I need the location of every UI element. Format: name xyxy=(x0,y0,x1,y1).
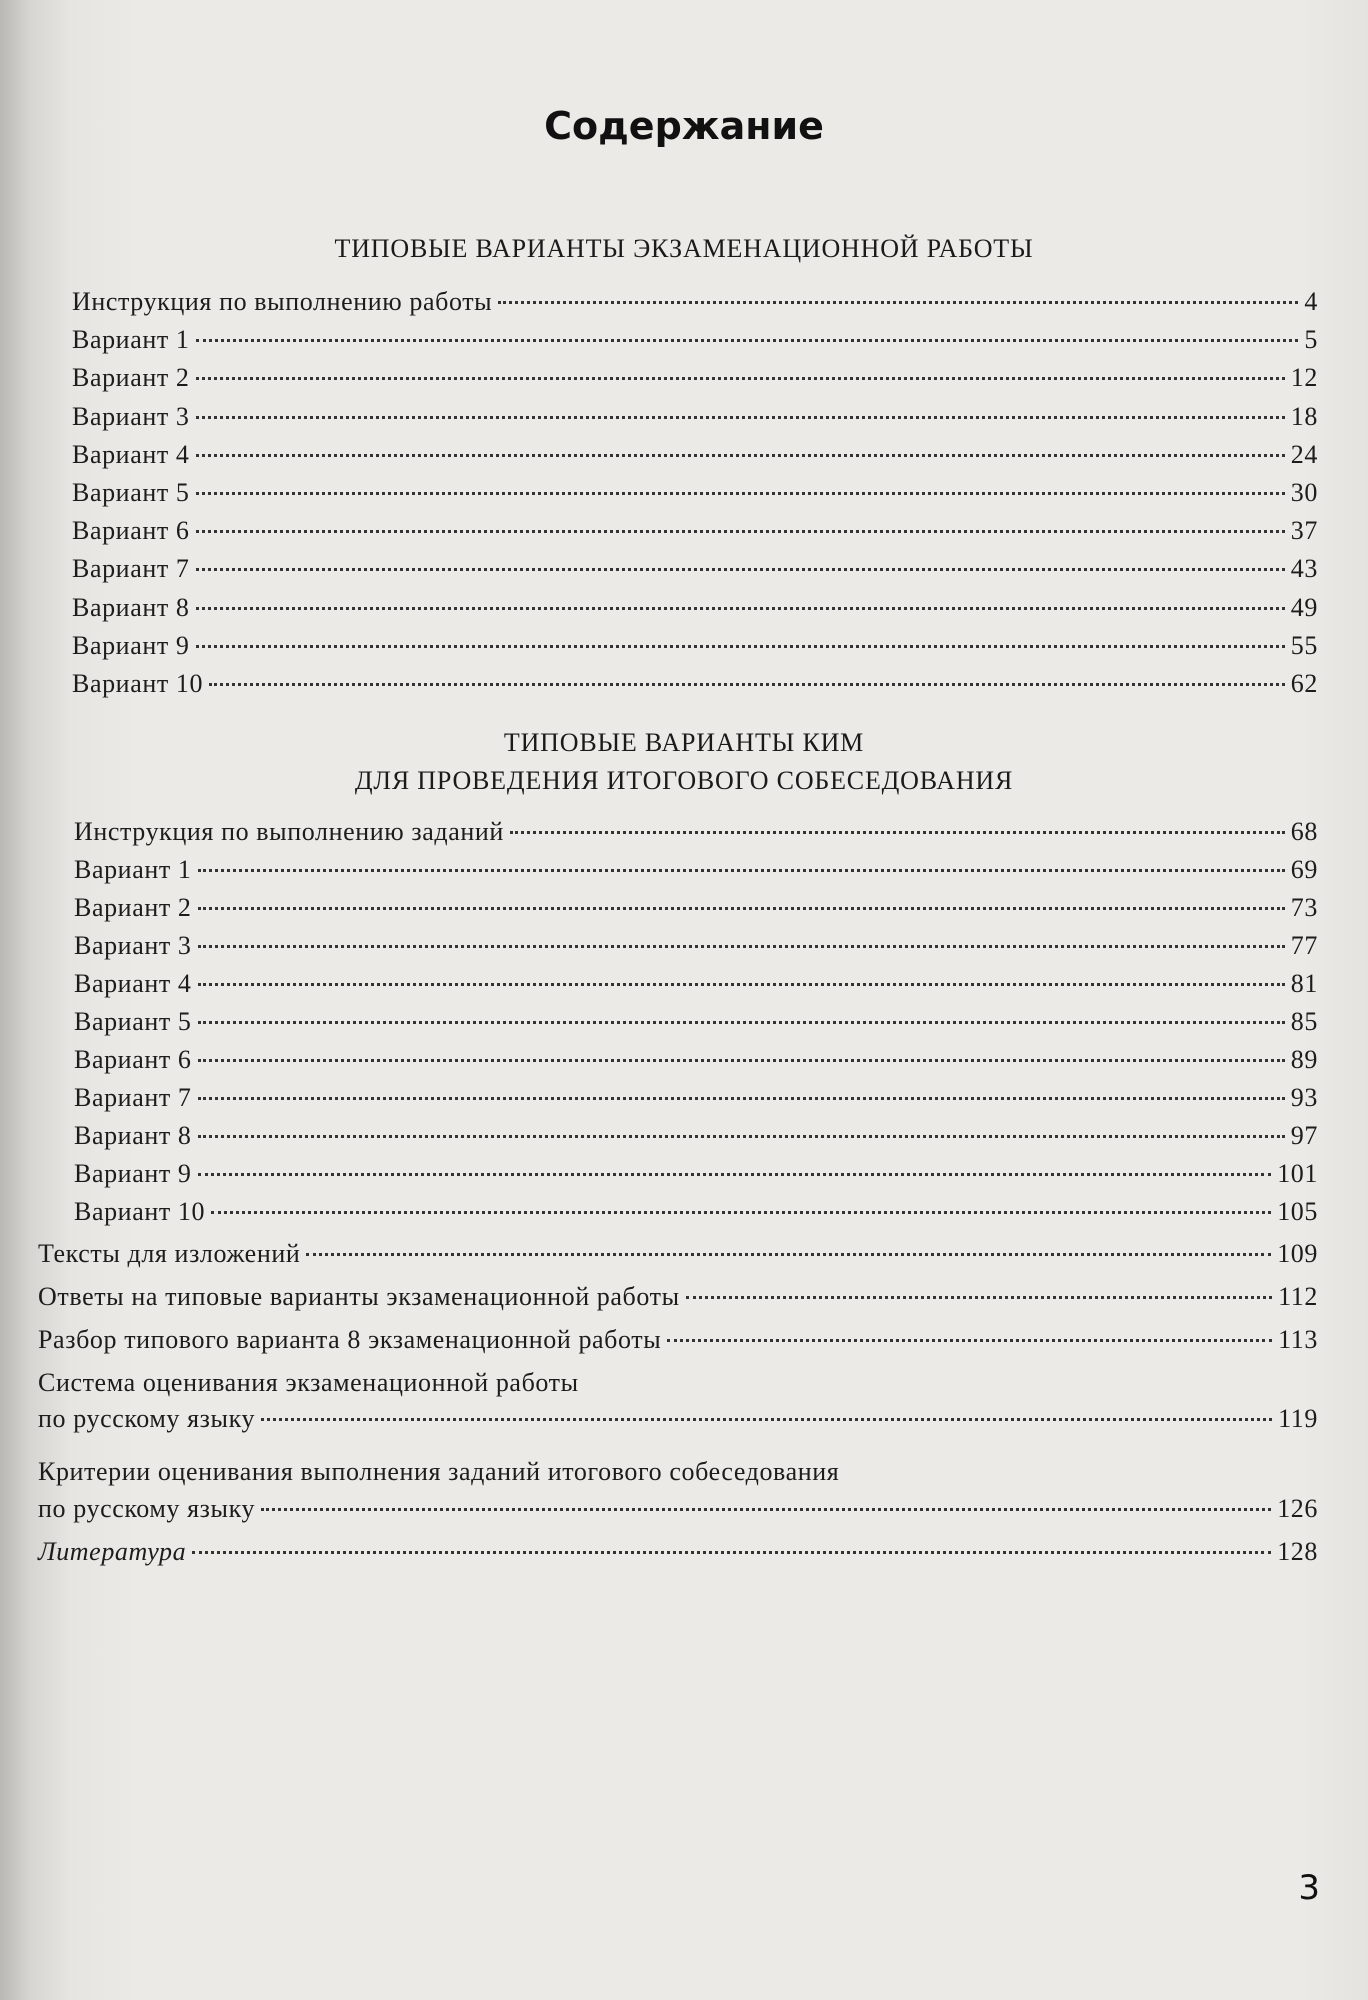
toc-entry-label: Вариант 7 xyxy=(72,554,190,584)
toc-entry-label: Вариант 9 xyxy=(74,1159,192,1188)
dot-leader xyxy=(261,1418,1272,1421)
toc-entry-page: 37 xyxy=(1290,516,1318,546)
toc-entry-page: 113 xyxy=(1278,1325,1318,1354)
toc-entry-answers[interactable] xyxy=(38,1282,1318,1312)
toc-entry-label: Вариант 2 xyxy=(72,363,190,393)
toc-entry-label: по русскому языку xyxy=(38,1404,256,1433)
toc-entry-label: Вариант 10 xyxy=(74,1197,206,1226)
toc-entry-page: 24 xyxy=(1290,439,1318,469)
toc-entry-label: Инструкция по выполнению работы xyxy=(72,287,493,316)
toc-entry-label: Вариант 1 xyxy=(74,855,192,884)
toc-entry[interactable] xyxy=(72,287,1318,317)
toc-entry-page: 62 xyxy=(1290,669,1318,698)
dot-leader xyxy=(196,416,1285,419)
dot-leader xyxy=(198,907,1285,910)
toc-entry-page: 73 xyxy=(1290,893,1318,922)
dot-leader xyxy=(196,454,1285,457)
toc-entry-grading[interactable] xyxy=(38,1404,1318,1434)
toc-entry-page: 112 xyxy=(1278,1282,1318,1311)
dot-leader xyxy=(196,377,1285,380)
toc-entry-page: 85 xyxy=(1290,1007,1318,1036)
toc-entry[interactable] xyxy=(72,669,1318,699)
dot-leader xyxy=(198,1097,1285,1100)
dot-leader xyxy=(198,1059,1285,1062)
toc-entry-page: 119 xyxy=(1278,1404,1318,1433)
toc-entry[interactable] xyxy=(74,1121,1318,1151)
toc-entry-grading-line1: Система оценивания экзаменационной работы xyxy=(38,1368,579,1397)
toc-entry-page: 81 xyxy=(1290,969,1318,998)
toc-entry-label: Вариант 9 xyxy=(72,630,190,660)
toc-entry[interactable] xyxy=(72,631,1318,661)
toc-entry[interactable] xyxy=(74,1159,1318,1189)
toc-entry[interactable] xyxy=(74,817,1318,847)
dot-leader xyxy=(198,1173,1272,1176)
dot-leader xyxy=(261,1508,1271,1511)
dot-leader xyxy=(196,607,1285,610)
toc-entry-page: 5 xyxy=(1304,325,1318,355)
dot-leader xyxy=(196,645,1285,648)
toc-entry-page: 77 xyxy=(1290,931,1318,960)
dot-leader xyxy=(196,339,1299,342)
toc-entry-label: Вариант 6 xyxy=(74,1045,192,1074)
toc-entry[interactable] xyxy=(74,1045,1318,1075)
toc-entry-page: 105 xyxy=(1277,1197,1318,1226)
toc-entry-label: Тексты для изложений xyxy=(38,1239,301,1268)
toc-entry[interactable] xyxy=(74,931,1318,961)
toc-entry-label: Вариант 1 xyxy=(72,325,190,355)
section2-heading-line2: ДЛЯ ПРОВЕДЕНИЯ ИТОГОВОГО СОБЕСЕДОВАНИЯ xyxy=(354,766,1014,795)
toc-entry-page: 128 xyxy=(1277,1537,1318,1566)
toc-entry[interactable] xyxy=(74,969,1318,999)
toc-entry-page: 18 xyxy=(1290,401,1318,431)
toc-entry-page: 30 xyxy=(1290,478,1318,507)
section2-heading-line1: ТИПОВЫЕ ВАРИАНТЫ КИМ xyxy=(503,728,865,757)
toc-entry-label: Вариант 5 xyxy=(72,478,190,507)
toc-entry-label: Литература xyxy=(38,1537,187,1566)
toc-entry-page: 12 xyxy=(1290,363,1318,393)
page-title: Содержание xyxy=(544,104,824,148)
toc-entry-label: Вариант 8 xyxy=(74,1121,192,1150)
dot-leader xyxy=(198,983,1285,986)
toc-entry-page: 68 xyxy=(1290,817,1318,846)
toc-entry-page: 55 xyxy=(1290,630,1318,660)
toc-entry[interactable] xyxy=(72,325,1318,355)
dot-leader xyxy=(196,492,1285,495)
dot-leader xyxy=(209,683,1285,686)
toc-entry-label: Вариант 3 xyxy=(74,931,192,960)
toc-entry-label: Вариант 5 xyxy=(74,1007,192,1036)
section1-heading: ТИПОВЫЕ ВАРИАНТЫ ЭКЗАМЕНАЦИОННОЙ РАБОТЫ xyxy=(334,234,1034,263)
toc-entry-analysis[interactable] xyxy=(38,1325,1318,1355)
toc-entry[interactable] xyxy=(72,593,1318,623)
toc-entry[interactable] xyxy=(74,1007,1318,1037)
toc-entry-label: Ответы на типовые варианты экзаменационной работы xyxy=(38,1282,680,1311)
toc-entry-criteria[interactable] xyxy=(38,1494,1318,1524)
toc-entry-label: Разбор типового варианта 8 экзаменационной работы xyxy=(38,1325,662,1354)
toc-entry-texts[interactable] xyxy=(38,1239,1318,1269)
toc-entry-page: 43 xyxy=(1290,554,1318,584)
dot-leader xyxy=(198,1021,1285,1024)
toc-entry[interactable] xyxy=(72,402,1318,432)
dot-leader xyxy=(198,945,1285,948)
toc-entry-page: 97 xyxy=(1290,1121,1318,1150)
dot-leader xyxy=(306,1253,1271,1256)
toc-entry-page: 109 xyxy=(1277,1239,1318,1268)
toc-entry[interactable] xyxy=(72,554,1318,584)
toc-entry[interactable] xyxy=(72,363,1318,393)
toc-entry-label: Вариант 4 xyxy=(74,969,192,998)
dot-leader xyxy=(667,1339,1272,1342)
toc-entry[interactable] xyxy=(72,440,1318,470)
dot-leader xyxy=(686,1296,1272,1299)
dot-leader xyxy=(498,301,1298,304)
toc-entry-criteria-line1: Критерии оценивания выполнения заданий итогового собеседования xyxy=(38,1457,840,1486)
toc-entry-label: Вариант 10 xyxy=(72,669,204,698)
toc-entry-label: Вариант 3 xyxy=(72,401,190,431)
toc-entry-page: 4 xyxy=(1304,287,1318,316)
toc-entry-literature[interactable] xyxy=(38,1537,1318,1567)
dot-leader xyxy=(211,1211,1271,1214)
dot-leader xyxy=(196,568,1285,571)
toc-entry-label: Вариант 7 xyxy=(74,1083,192,1112)
dot-leader xyxy=(510,831,1285,834)
toc-entry-page: 89 xyxy=(1290,1045,1318,1074)
toc-entry-label: Вариант 2 xyxy=(74,893,192,922)
toc-entry[interactable] xyxy=(74,855,1318,885)
dot-leader xyxy=(198,1135,1285,1138)
dot-leader xyxy=(198,869,1285,872)
toc-entry-page: 101 xyxy=(1277,1159,1318,1188)
toc-entry-label: Инструкция по выполнению заданий xyxy=(74,817,504,846)
toc-entry-page: 93 xyxy=(1290,1083,1318,1112)
toc-entry-page: 69 xyxy=(1290,855,1318,884)
toc-entry[interactable] xyxy=(72,478,1318,508)
dot-leader xyxy=(196,530,1285,533)
page-number: 3 xyxy=(1298,1868,1320,1908)
toc-entry-label: Вариант 4 xyxy=(72,439,190,469)
dot-leader xyxy=(192,1551,1271,1554)
toc-entry-label: по русскому языку xyxy=(38,1494,256,1523)
toc-entry[interactable] xyxy=(74,893,1318,923)
toc-entry-label: Вариант 8 xyxy=(72,592,190,622)
toc-entry[interactable] xyxy=(72,516,1318,546)
toc-entry-label: Вариант 6 xyxy=(72,516,190,546)
toc-entry-page: 126 xyxy=(1277,1494,1318,1523)
toc-entry-page: 49 xyxy=(1290,592,1318,622)
toc-entry[interactable] xyxy=(74,1083,1318,1113)
toc-entry[interactable] xyxy=(74,1197,1318,1227)
